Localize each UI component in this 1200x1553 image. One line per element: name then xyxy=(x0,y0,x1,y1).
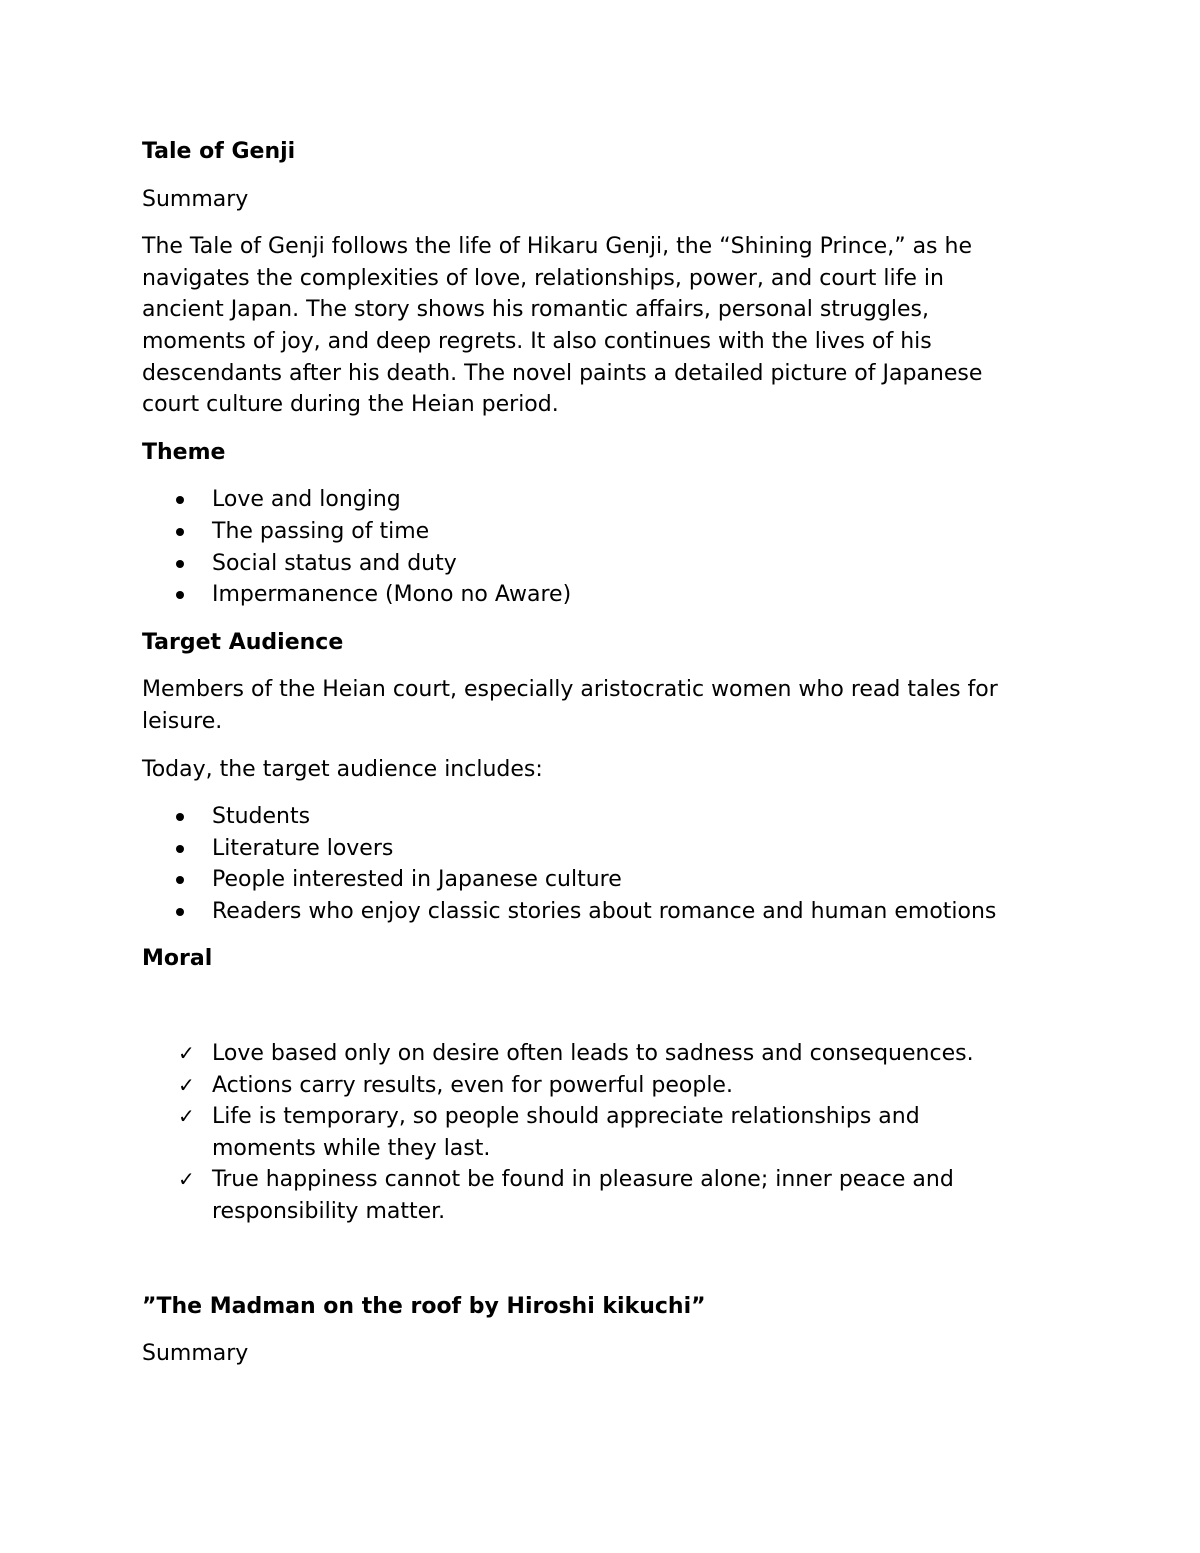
check-icon: ✓ xyxy=(178,1072,195,1097)
moral-heading: Moral xyxy=(142,946,213,972)
list-item-text: Students xyxy=(212,804,311,830)
bullet-icon xyxy=(176,591,184,599)
bullet-icon xyxy=(176,876,184,884)
list-item xyxy=(142,579,1072,611)
list-item xyxy=(142,1164,1072,1227)
list-item xyxy=(142,896,1072,928)
bullet-icon xyxy=(176,496,184,504)
list-item-text: Readers who enjoy classic stories about romance and human emotions xyxy=(212,898,997,924)
bullet-icon xyxy=(176,908,184,916)
summary-line: ancient Japan. The story shows his romantic affairs, personal struggles, xyxy=(142,297,929,323)
summary-line: navigates the complexities of love, relationships, power, and court life in xyxy=(142,265,944,291)
list-item xyxy=(142,516,1072,548)
audience-line: leisure. xyxy=(142,708,223,734)
moral-list xyxy=(142,1038,1072,1228)
bullet-icon xyxy=(176,845,184,853)
check-icon: ✓ xyxy=(178,1167,195,1192)
list-item-text: Impermanence (Mono no Aware) xyxy=(212,582,572,608)
section-title: ”The Madman on the roof by Hiroshi kikuchi” xyxy=(142,1293,706,1319)
list-item xyxy=(142,484,1072,516)
list-item xyxy=(142,864,1072,896)
list-item-text: Love based only on desire often leads to sadness and consequences. xyxy=(212,1041,974,1067)
summary-line: court culture during the Heian period. xyxy=(142,392,559,418)
list-item xyxy=(142,833,1072,865)
bullet-icon xyxy=(176,528,184,536)
list-item-text: Love and longing xyxy=(212,487,401,513)
list-item-text: responsibility matter. xyxy=(212,1199,446,1225)
list-item-text: The passing of time xyxy=(212,518,430,544)
theme-heading: Theme xyxy=(142,439,226,465)
summary-line: The Tale of Genji follows the life of Hikaru Genji, the “Shining Prince,” as he xyxy=(142,234,972,260)
list-item-text: Actions carry results, even for powerful people. xyxy=(212,1072,733,1098)
summary-label: Summary xyxy=(142,1341,249,1367)
audience-paragraph xyxy=(142,674,1072,737)
list-item-text: Life is temporary, so people should appreciate relationships and xyxy=(212,1104,920,1130)
list-item xyxy=(142,548,1072,580)
list-item-text: moments while they last. xyxy=(212,1135,491,1161)
check-icon: ✓ xyxy=(178,1041,195,1066)
summary-line: descendants after his death. The novel paints a detailed picture of Japanese xyxy=(142,360,983,386)
list-item xyxy=(142,1038,1072,1070)
list-item-text: True happiness cannot be found in pleasure alone; inner peace and xyxy=(212,1167,954,1193)
list-item-text: Social status and duty xyxy=(212,550,457,576)
audience-heading: Target Audience xyxy=(142,629,344,655)
theme-list xyxy=(142,484,1072,610)
audience-line: Members of the Heian court, especially aristocratic women who read tales for xyxy=(142,677,998,703)
summary-line: moments of joy, and deep regrets. It also continues with the lives of his xyxy=(142,328,932,354)
list-item-text: People interested in Japanese culture xyxy=(212,867,622,893)
summary-label: Summary xyxy=(142,186,249,212)
list-item-text: Literature lovers xyxy=(212,835,394,861)
summary-paragraph xyxy=(142,231,1072,421)
check-icon: ✓ xyxy=(178,1104,195,1129)
bullet-icon xyxy=(176,560,184,568)
document-title: Tale of Genji xyxy=(142,139,296,164)
list-item xyxy=(142,1101,1072,1164)
audience-list xyxy=(142,801,1072,927)
list-item xyxy=(142,801,1072,833)
list-item xyxy=(142,1070,1072,1102)
document-page xyxy=(142,136,1072,1370)
bullet-icon xyxy=(176,813,184,821)
today-label: Today, the target audience includes: xyxy=(142,756,543,782)
